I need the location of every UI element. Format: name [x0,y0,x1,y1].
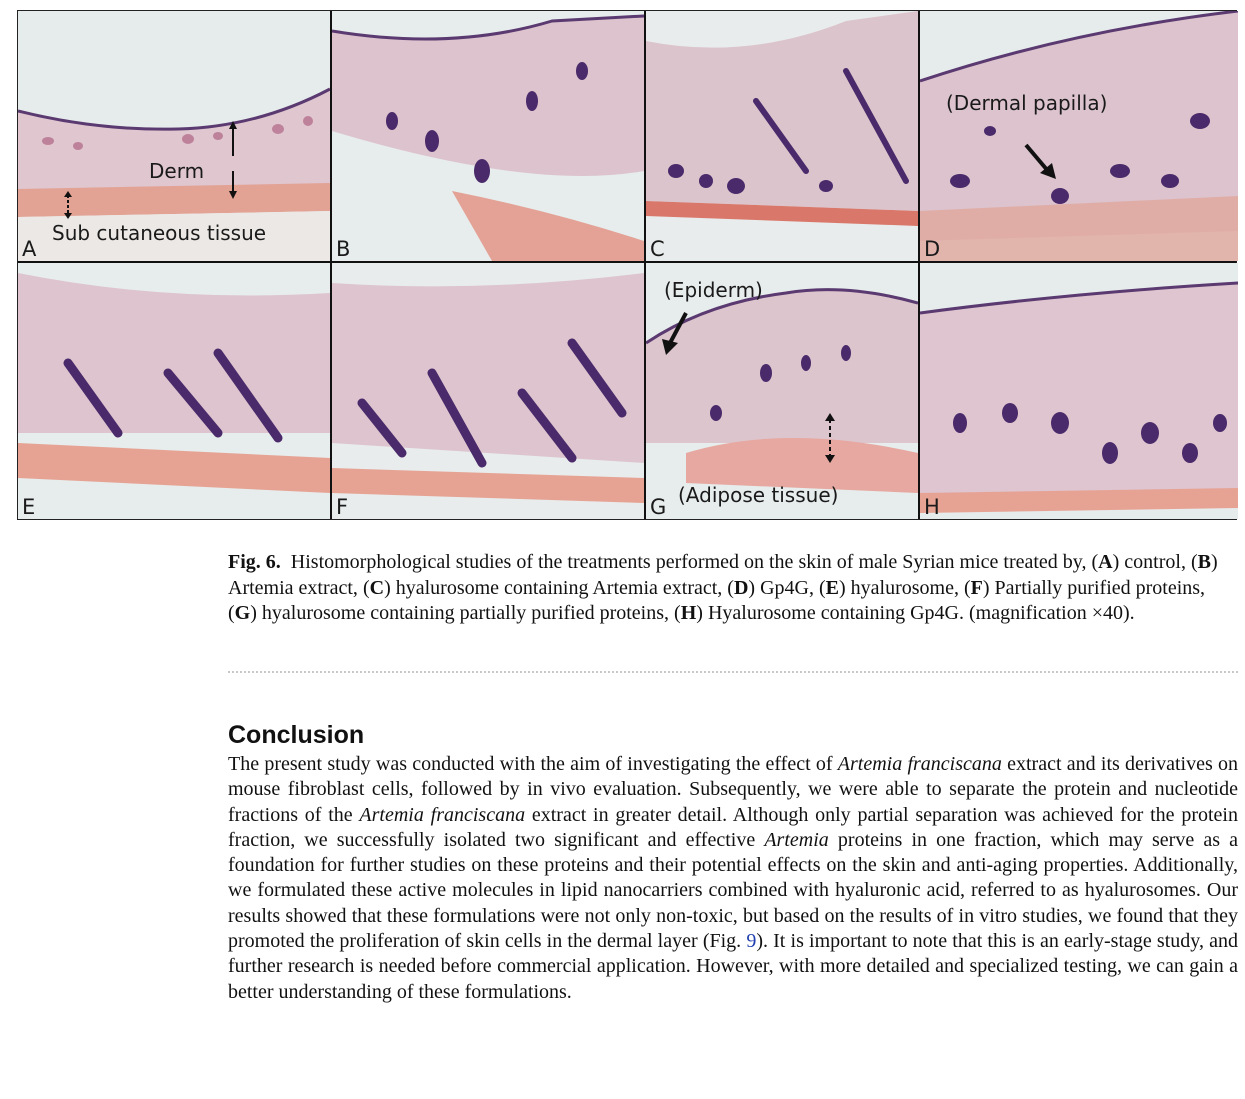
panel-g [646,263,918,519]
histology-figure [17,10,1237,520]
panel-letter-g: G [650,495,667,519]
caption-key-d: D [733,576,749,599]
caption-item-c: hyalurosome containing Artemia extract, [395,576,723,599]
section-divider [228,671,1238,673]
panel-c [646,11,918,261]
panel-letter-b: B [336,237,351,261]
panel-letter-d: D [924,237,941,261]
caption-key-a: A [1098,551,1113,573]
conclusion-heading: Conclusion [228,721,365,749]
caption-item-b: Artemia extract, [228,576,358,599]
panel-b [332,11,644,261]
panel-d [920,11,1238,261]
panel-letter-e: E [22,495,36,519]
figure-9-link[interactable]: 9 [746,930,757,953]
annotation-dermal-papilla: (Dermal papilla) [946,91,1108,115]
panel-f-micrograph [332,263,644,519]
caption-item-h: Hyalurosome containing Gp4G. (magnification ×40). [707,602,1135,624]
subcutaneous-arrow-icon [62,191,330,261]
annotation-epiderm: (Epiderm) [664,278,763,302]
conclusion-text-3: extract in greater detail. Although only partial separation was achieved for the protein fraction, we successfully isolated two significant and effective [228,803,1238,851]
caption-item-d: Gp4G, [760,576,814,599]
conclusion-paragraph [228,752,1238,1005]
panel-a [18,11,330,261]
conclusion-text-5: ). It is important to note that this is an early-stage study, and further research is needed before commercial application. However, with more detailed and specialized testing, we can gain a better understanding of these formulations. [228,930,1239,1003]
panel-letter-f: F [336,495,349,519]
conclusion-italic-2: Artemia franciscana [359,803,526,826]
figure-caption: Fig. 6. Histomorphological studies of the treatments performed on the skin of male Syrian mice treated by, (A) control, (B) Artemia extract, (C) hyalurosome containing Artemia extract, (D) Gp4G, (E) hyalurosome, (F) Partially purified proteins, (G) hyalurosome containing partially purified proteins, (H) Hyalurosome containing Gp4G. (magnification ×40). [228,551,1218,624]
conclusion-text-4: proteins in one fraction, which may serve as a foundation for further studies on these proteins and their potential effects on the skin and anti-aging properties. Additionally, we formulated these active molecules in lipid nanocarriers combined with hyaluronic acid, referred to as hyalurosomes. Our results showed that these formulations were not only non-toxic, but based on the results of in vitro studies, we found that they promoted the proliferation of skin cells in the dermal layer (Fig. [228,828,1238,953]
panel-letter-c: C [650,237,665,261]
conclusion-text-1: The present study was conducted with the aim of investigating the effect of [228,753,838,775]
caption-item-a: control, [1124,551,1186,573]
conclusion-italic-1: Artemia franciscana [837,753,1002,775]
caption-key-c: C [369,576,385,599]
annotation-subcutaneous: Sub cutaneous tissue [52,221,267,245]
panel-h-micrograph [920,263,1238,519]
panel-e [18,263,330,519]
caption-intro: Histomorphological studies of the treatments performed on the skin of male Syrian mice treated by, [290,551,1087,573]
conclusion-italic-3: Artemia [764,828,829,851]
annotation-adipose: (Adipose tissue) [678,483,839,507]
panel-letter-a: A [22,237,37,261]
caption-key-e: E [825,576,839,599]
panel-letter-h: H [924,495,940,519]
dermal-papilla-arrow-icon [1022,141,1238,261]
panel-f [332,263,644,519]
panel-b-micrograph [332,11,644,261]
caption-item-f: Partially purified proteins, [994,576,1206,599]
caption-item-g: hyalurosome containing partially purified proteins, [261,602,670,624]
panel-c-micrograph [646,11,918,261]
caption-key-b: B [1197,551,1211,573]
annotation-derm: Derm [149,159,205,183]
caption-key-h: H [680,602,697,624]
caption-key-g: G [234,602,251,624]
panel-h [920,263,1238,519]
conclusion-text-2: extract and its derivatives on mouse fibroblast cells, followed by in vivo evaluation. Subsequently, we were able to separate the protein and nucleotide fractions of the [228,753,1239,826]
caption-item-e: hyalurosome, [850,576,959,599]
caption-fig-label: Fig. 6. [228,551,281,573]
panel-e-micrograph [18,263,330,519]
caption-key-f: F [970,576,983,599]
